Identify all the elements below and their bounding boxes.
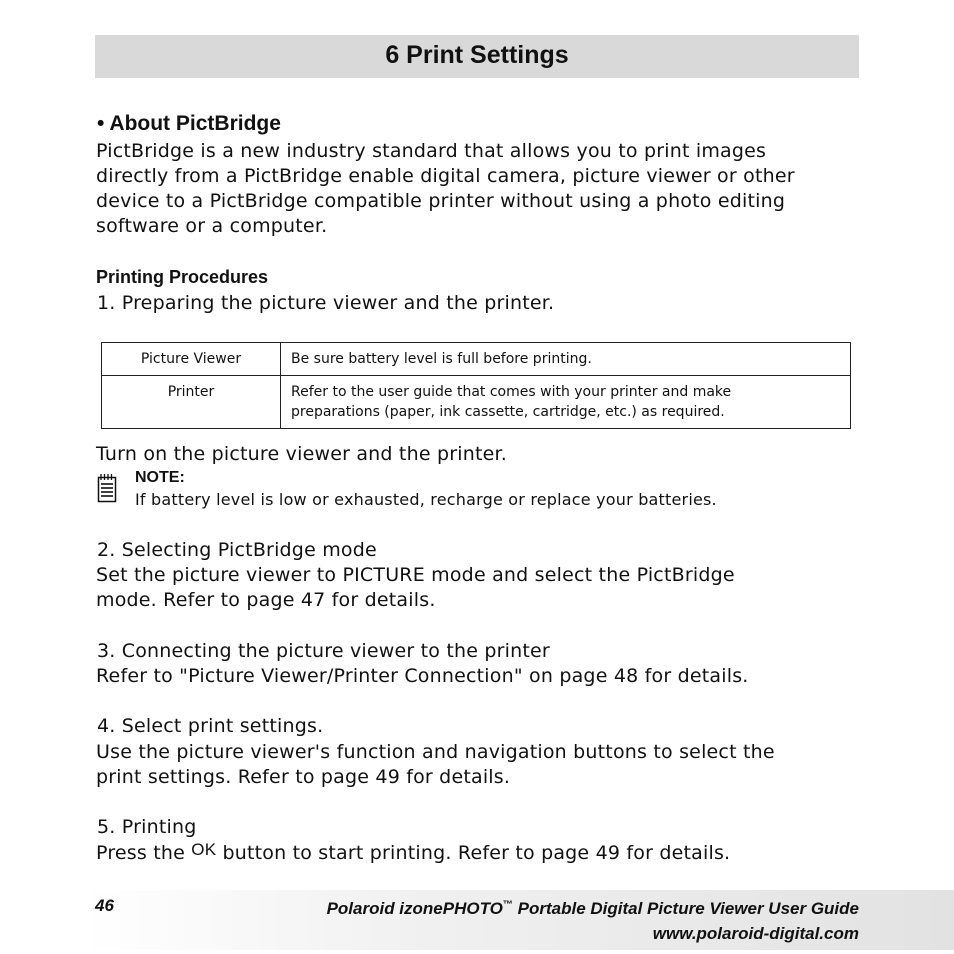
step-5: 5. Printing xyxy=(97,816,197,838)
ok-button-icon: OK xyxy=(191,840,217,859)
about-line: directly from a PictBridge enable digital camera, picture viewer or other xyxy=(96,165,795,187)
step-1: 1. Preparing the picture viewer and the printer. xyxy=(97,292,555,314)
instruction-line: Refer to the user guide that comes with your printer and make xyxy=(291,384,732,400)
website-url: www.polaroid-digital.com xyxy=(652,924,859,943)
step-5-text-after: button to start printing. Refer to page 49 for details. xyxy=(216,842,731,864)
instruction-line: preparations (paper, ink cassette, cartridge, etc.) as required. xyxy=(291,404,725,420)
turn-on-text: Turn on the picture viewer and the printer. xyxy=(96,443,507,465)
trademark-symbol: ™ xyxy=(502,899,513,911)
note-pad-icon xyxy=(97,473,117,503)
step-2-line: Set the picture viewer to PICTURE mode and select the PictBridge xyxy=(96,564,735,586)
step-3: 3. Connecting the picture viewer to the printer xyxy=(97,640,550,662)
step-4: 4. Select print settings. xyxy=(97,715,324,737)
table-cell-instruction xyxy=(281,343,851,376)
note-text: If battery level is low or exhausted, recharge or replace your batteries. xyxy=(135,490,717,509)
step-5-details xyxy=(96,841,730,866)
chapter-header-bar xyxy=(95,35,859,78)
procedures-heading: Printing Procedures xyxy=(96,267,269,287)
note-label: NOTE: xyxy=(135,469,185,486)
step-4-line: print settings. Refer to page 49 for details. xyxy=(96,766,511,788)
page-number: 46 xyxy=(95,896,114,915)
guide-title xyxy=(327,899,859,919)
about-line: software or a computer. xyxy=(96,215,328,237)
about-heading: • About PictBridge xyxy=(97,112,281,135)
guide-title-rest: Portable Digital Picture Viewer User Guide xyxy=(512,899,859,918)
step-5-text-before: Press the xyxy=(96,842,192,864)
instruction-line: Be sure battery level is full before printing. xyxy=(291,351,592,367)
chapter-title: 6 Print Settings xyxy=(385,41,569,69)
step-3-details: Refer to "Picture Viewer/Printer Connection" on page 48 for details. xyxy=(96,665,749,687)
preparation-table xyxy=(101,342,851,429)
guide-title-brand: Polaroid izonePHOTO xyxy=(326,899,503,918)
step-2-line: mode. Refer to page 47 for details. xyxy=(96,589,436,611)
step-2-details xyxy=(96,563,735,613)
step-2: 2. Selecting PictBridge mode xyxy=(97,539,377,561)
about-paragraph xyxy=(96,139,795,239)
about-line: device to a PictBridge compatible printer without using a photo editing xyxy=(96,190,786,212)
table-row xyxy=(102,376,851,429)
about-line: PictBridge is a new industry standard that allows you to print images xyxy=(96,140,767,162)
step-4-line: Use the picture viewer's function and navigation buttons to select the xyxy=(96,741,775,763)
table-cell-device: Picture Viewer xyxy=(102,343,281,376)
table-row xyxy=(102,343,851,376)
table-cell-instruction xyxy=(281,376,851,429)
step-4-details xyxy=(96,740,775,790)
table-cell-device: Printer xyxy=(102,376,281,429)
